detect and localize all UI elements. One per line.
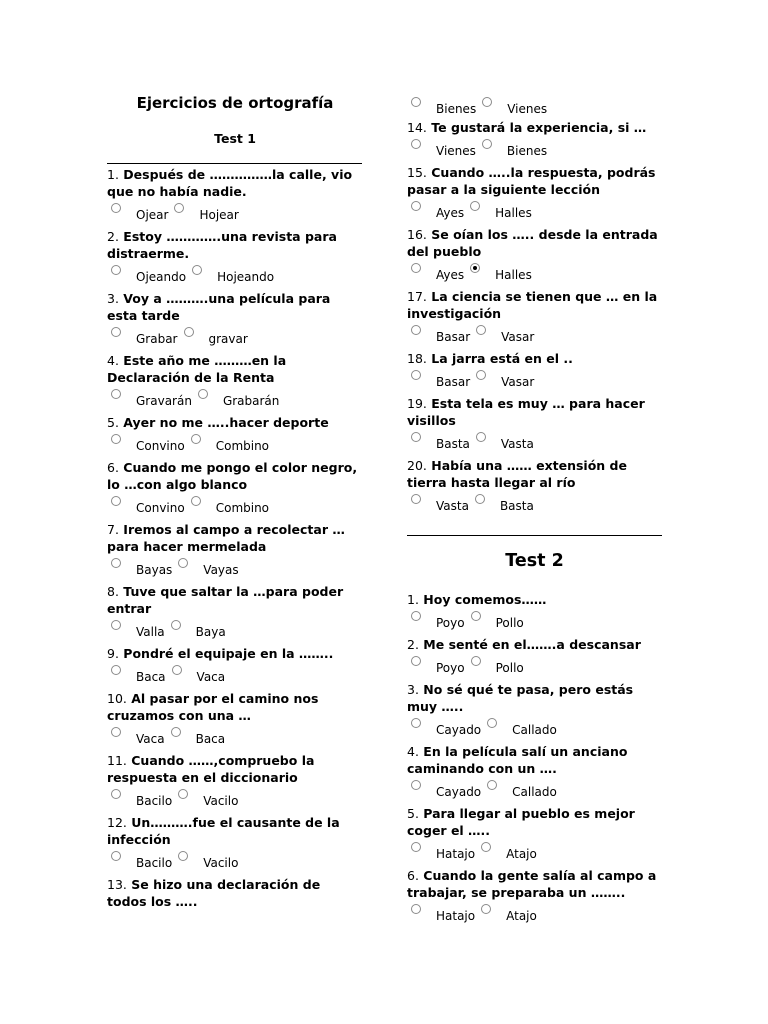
radio-button-ojeando[interactable] bbox=[111, 265, 121, 275]
radio-button-hatajo[interactable] bbox=[411, 904, 421, 914]
question-item bbox=[107, 814, 363, 876]
option-label: Hojeando bbox=[217, 270, 275, 284]
answer-options bbox=[407, 901, 662, 929]
radio-button-vacilo[interactable] bbox=[178, 789, 188, 799]
question-prompt: Para llegar al pueblo es mejor coger el ….. bbox=[407, 806, 635, 838]
option-label: Convino bbox=[136, 439, 185, 453]
option-label: Hatajo bbox=[436, 847, 476, 861]
radio-button-hatajo[interactable] bbox=[411, 842, 421, 852]
question-number: 6. bbox=[407, 868, 419, 883]
question13-options bbox=[407, 94, 662, 122]
radio-button-convino[interactable] bbox=[111, 496, 121, 506]
question-text bbox=[407, 867, 662, 901]
radio-button-atajo[interactable] bbox=[481, 842, 491, 852]
question-prompt: Voy a ……….una película para esta tarde bbox=[107, 291, 331, 323]
radio-button-pollo[interactable] bbox=[471, 656, 481, 666]
question-prompt: Después de ……………la calle, vio que no había nadie. bbox=[107, 167, 353, 199]
radio-button-vasta[interactable] bbox=[476, 432, 486, 442]
question-item bbox=[107, 459, 363, 521]
question-text bbox=[107, 752, 363, 786]
question-number: 1. bbox=[107, 167, 119, 182]
question-text bbox=[407, 681, 662, 715]
answer-options bbox=[407, 367, 662, 395]
option-label: Bienes bbox=[506, 144, 548, 158]
question-prompt: Te gustará la experiencia, si … bbox=[431, 120, 647, 135]
question-text bbox=[107, 521, 363, 555]
question-text bbox=[107, 166, 363, 200]
option-label: Vacilo bbox=[203, 794, 239, 808]
question-prompt: Cuando …..la respuesta, podrás pasar a la siguiente lección bbox=[407, 165, 656, 197]
radio-button-halles[interactable] bbox=[470, 201, 480, 211]
question-prompt: Un……….fue el causante de la infección bbox=[107, 815, 340, 847]
answer-options bbox=[107, 848, 363, 876]
question-prompt: Al pasar por el camino nos cruzamos con una … bbox=[107, 691, 319, 723]
question-item bbox=[407, 288, 662, 350]
radio-button-grabarán[interactable] bbox=[198, 389, 208, 399]
question-item bbox=[407, 350, 662, 395]
question-text bbox=[107, 876, 363, 910]
option-label: Atajo bbox=[506, 847, 537, 861]
option-label: Grabar bbox=[136, 332, 178, 346]
question-number: 6. bbox=[107, 460, 119, 475]
radio-button-baca[interactable] bbox=[111, 665, 121, 675]
question-prompt: Cuando ……,compruebo la respuesta en el diccionario bbox=[107, 753, 315, 785]
option-label: Convino bbox=[136, 501, 185, 515]
radio-button-atajo[interactable] bbox=[481, 904, 491, 914]
question-item bbox=[107, 352, 363, 414]
question-number: 2. bbox=[407, 637, 419, 652]
radio-button-ojear[interactable] bbox=[111, 203, 121, 213]
question-text bbox=[107, 814, 363, 848]
radio-button-cayado[interactable] bbox=[411, 718, 421, 728]
question-number: 18. bbox=[407, 351, 427, 366]
radio-button-bacilo[interactable] bbox=[111, 851, 121, 861]
test1-divider bbox=[107, 163, 362, 164]
test1-end-divider bbox=[407, 535, 662, 536]
option-label: Gravarán bbox=[136, 394, 192, 408]
radio-button-combino[interactable] bbox=[191, 434, 201, 444]
question-number: 3. bbox=[107, 291, 119, 306]
option-label: Pollo bbox=[495, 661, 524, 675]
question-prompt: Tuve que saltar la …para poder entrar bbox=[107, 584, 344, 616]
answer-options bbox=[107, 555, 363, 583]
question-prompt: Hoy comemos…… bbox=[423, 592, 547, 607]
radio-button-basta[interactable] bbox=[475, 494, 485, 504]
question-number: 16. bbox=[407, 227, 427, 242]
question-prompt: Iremos al campo a recolectar … para hacer mermelada bbox=[107, 522, 345, 554]
question-text bbox=[407, 119, 662, 136]
option-label: Baca bbox=[195, 732, 226, 746]
option-label: Callado bbox=[512, 785, 557, 799]
question-number: 12. bbox=[107, 815, 127, 830]
question-text bbox=[407, 395, 662, 429]
radio-button-bienes[interactable] bbox=[482, 139, 492, 149]
answer-options bbox=[407, 198, 662, 226]
answer-options bbox=[107, 431, 363, 459]
test1-question-list-left bbox=[107, 166, 363, 910]
question-item bbox=[407, 805, 662, 867]
option-label: Halles bbox=[495, 206, 532, 220]
question-text bbox=[107, 645, 363, 662]
question-prompt: No sé qué te pasa, pero estás muy ….. bbox=[407, 682, 634, 714]
option-label: Ojeando bbox=[136, 270, 187, 284]
question-prompt: La ciencia se tienen que … en la investigación bbox=[407, 289, 658, 321]
question-text bbox=[107, 352, 363, 386]
question-item bbox=[107, 228, 363, 290]
document-title: Ejercicios de ortografía bbox=[136, 94, 334, 112]
question-number: 5. bbox=[407, 806, 419, 821]
option-label: Halles bbox=[495, 268, 532, 282]
radio-button-vayas[interactable] bbox=[178, 558, 188, 568]
question-prompt: Cuando la gente salía al campo a trabajar, se preparaba un …….. bbox=[407, 868, 657, 900]
answer-options bbox=[107, 200, 363, 228]
question-text bbox=[107, 290, 363, 324]
radio-button-vaca[interactable] bbox=[111, 727, 121, 737]
question-number: 1. bbox=[407, 592, 419, 607]
answer-options bbox=[407, 777, 662, 805]
option-label: Callado bbox=[512, 723, 557, 737]
option-label: Grabarán bbox=[222, 394, 280, 408]
radio-button-basta[interactable] bbox=[411, 432, 421, 442]
question-text bbox=[407, 743, 662, 777]
question-number: 11. bbox=[107, 753, 127, 768]
radio-button-vasta[interactable] bbox=[411, 494, 421, 504]
option-label: Basta bbox=[436, 437, 470, 451]
option-label: Vaca bbox=[136, 732, 165, 746]
option-label: Basta bbox=[499, 499, 534, 513]
radio-button-ayes[interactable] bbox=[411, 201, 421, 211]
question-number: 9. bbox=[107, 646, 119, 661]
radio-button-halles[interactable] bbox=[470, 263, 480, 273]
radio-button-convino[interactable] bbox=[111, 434, 121, 444]
radio-button-valla[interactable] bbox=[111, 620, 121, 630]
question-item bbox=[107, 645, 363, 690]
option-label: Vayas bbox=[203, 563, 239, 577]
option-label: Poyo bbox=[436, 616, 465, 630]
question-item bbox=[407, 164, 662, 226]
option-label: gravar bbox=[208, 332, 248, 346]
radio-button-cayado[interactable] bbox=[411, 780, 421, 790]
question-item bbox=[407, 743, 662, 805]
radio-button-hojeando[interactable] bbox=[192, 265, 202, 275]
question-prompt: En la película salí un anciano caminando con un …. bbox=[407, 744, 628, 776]
answer-options bbox=[407, 136, 662, 164]
answer-options bbox=[407, 429, 662, 457]
radio-button-callado[interactable] bbox=[487, 718, 497, 728]
option-label: Hojear bbox=[199, 208, 239, 222]
question-text bbox=[407, 591, 662, 608]
answer-options bbox=[407, 715, 662, 743]
answer-options bbox=[407, 608, 662, 636]
test2-title: Test 2 bbox=[505, 551, 564, 571]
question-text bbox=[107, 459, 363, 493]
question-prompt: Había una …… extensión de tierra hasta llegar al río bbox=[407, 458, 627, 490]
option-label: Atajo bbox=[506, 909, 537, 923]
question-item bbox=[107, 521, 363, 583]
option-label: Bienes bbox=[436, 102, 477, 116]
question-text bbox=[107, 228, 363, 262]
question-prompt: Estoy ………….una revista para distraerme. bbox=[107, 229, 337, 261]
question-item bbox=[407, 636, 662, 681]
option-label: Baya bbox=[195, 625, 226, 639]
question-prompt: Me senté en el…….a descansar bbox=[423, 637, 641, 652]
question-number: 5. bbox=[107, 415, 119, 430]
question-item bbox=[407, 119, 662, 164]
option-label: Poyo bbox=[436, 661, 465, 675]
test2-question-list bbox=[407, 591, 662, 929]
option-label: Vasar bbox=[501, 375, 535, 389]
question-number: 2. bbox=[107, 229, 119, 244]
question-text bbox=[407, 457, 662, 491]
question-number: 17. bbox=[407, 289, 427, 304]
question-text bbox=[407, 288, 662, 322]
question-number: 3. bbox=[407, 682, 419, 697]
option-label: Vasta bbox=[436, 499, 469, 513]
option-label: Bacilo bbox=[136, 794, 173, 808]
radio-button-vaca[interactable] bbox=[172, 665, 182, 675]
option-label: Bacilo bbox=[136, 856, 173, 870]
answer-options bbox=[107, 493, 363, 521]
question-prompt: Esta tela es muy … para hacer visillos bbox=[407, 396, 645, 428]
radio-button-vienes[interactable] bbox=[411, 139, 421, 149]
option-label: Vasta bbox=[500, 437, 534, 451]
question-prompt: Cuando me pongo el color negro, lo …con algo blanco bbox=[107, 460, 358, 492]
question-item bbox=[407, 395, 662, 457]
answer-options bbox=[107, 617, 363, 645]
question-number: 4. bbox=[107, 353, 119, 368]
option-label: Basar bbox=[436, 330, 471, 344]
radio-button-poyo[interactable] bbox=[411, 611, 421, 621]
answer-options bbox=[407, 322, 662, 350]
question-prompt: Se oían los ….. desde la entrada del pueblo bbox=[407, 227, 658, 259]
question-item bbox=[407, 867, 662, 929]
question-text bbox=[407, 226, 662, 260]
question-item bbox=[407, 457, 662, 519]
question-item bbox=[107, 166, 363, 228]
radio-button-vienes[interactable] bbox=[482, 97, 492, 107]
option-label: Baca bbox=[136, 670, 166, 684]
option-label: Vaca bbox=[196, 670, 226, 684]
question-number: 15. bbox=[407, 165, 427, 180]
question-number: 8. bbox=[107, 584, 119, 599]
question-prompt: Se hizo una declaración de todos los ….. bbox=[107, 877, 321, 909]
question-item bbox=[107, 414, 363, 459]
question-item bbox=[107, 690, 363, 752]
answer-options bbox=[107, 262, 363, 290]
question-item bbox=[107, 583, 363, 645]
question-prompt: Pondré el equipaje en la …….. bbox=[123, 646, 334, 661]
radio-button-basar[interactable] bbox=[411, 370, 421, 380]
radio-button-callado[interactable] bbox=[487, 780, 497, 790]
question-item bbox=[407, 591, 662, 636]
question-item bbox=[407, 226, 662, 288]
question-item bbox=[407, 681, 662, 743]
option-label: Hatajo bbox=[436, 909, 476, 923]
radio-button-vasar[interactable] bbox=[476, 370, 486, 380]
option-label: Vienes bbox=[436, 144, 476, 158]
answer-options bbox=[107, 662, 363, 690]
radio-button-ayes[interactable] bbox=[411, 263, 421, 273]
question-prompt: Ayer no me …..hacer deporte bbox=[123, 415, 329, 430]
question-number: 10. bbox=[107, 691, 127, 706]
option-label: Ayes bbox=[436, 268, 465, 282]
option-label: Combino bbox=[215, 439, 270, 453]
radio-button-gravarán[interactable] bbox=[111, 389, 121, 399]
option-label: Bayas bbox=[136, 563, 173, 577]
radio-button-hojear[interactable] bbox=[174, 203, 184, 213]
option-label: Ojear bbox=[136, 208, 169, 222]
option-label: Basar bbox=[436, 375, 471, 389]
option-label: Vacilo bbox=[203, 856, 239, 870]
question-text bbox=[107, 690, 363, 724]
radio-button-bayas[interactable] bbox=[111, 558, 121, 568]
radio-button-poyo[interactable] bbox=[411, 656, 421, 666]
option-label: Vasar bbox=[501, 330, 535, 344]
radio-button-bacilo[interactable] bbox=[111, 789, 121, 799]
test1-title: Test 1 bbox=[214, 131, 256, 146]
radio-button-grabar[interactable] bbox=[111, 327, 121, 337]
question-text bbox=[407, 350, 662, 367]
option-label: Ayes bbox=[436, 206, 465, 220]
answer-options bbox=[107, 386, 363, 414]
answer-options bbox=[107, 786, 363, 814]
question-prompt: La jarra está en el .. bbox=[431, 351, 573, 366]
question-number: 4. bbox=[407, 744, 419, 759]
answer-options bbox=[407, 839, 662, 867]
option-label: Pollo bbox=[495, 616, 524, 630]
radio-button-vasar[interactable] bbox=[476, 325, 486, 335]
option-label: Cayado bbox=[436, 785, 482, 799]
question-item bbox=[107, 876, 363, 910]
radio-button-bienes[interactable] bbox=[411, 97, 421, 107]
radio-button-baca[interactable] bbox=[171, 727, 181, 737]
radio-button-pollo[interactable] bbox=[471, 611, 481, 621]
radio-button-vacilo[interactable] bbox=[178, 851, 188, 861]
question-text bbox=[107, 414, 363, 431]
question-prompt: Este año me ………en la Declaración de la Renta bbox=[107, 353, 287, 385]
radio-button-gravar[interactable] bbox=[184, 327, 194, 337]
radio-button-combino[interactable] bbox=[191, 496, 201, 506]
answer-options bbox=[107, 324, 363, 352]
question-number: 7. bbox=[107, 522, 119, 537]
answer-options bbox=[107, 724, 363, 752]
question-text bbox=[407, 164, 662, 198]
option-label: Valla bbox=[136, 625, 165, 639]
radio-button-baya[interactable] bbox=[171, 620, 181, 630]
question-number: 19. bbox=[407, 396, 427, 411]
question-item bbox=[107, 290, 363, 352]
answer-options bbox=[407, 260, 662, 288]
question-item bbox=[107, 752, 363, 814]
option-label: Vienes bbox=[507, 102, 548, 116]
answer-options bbox=[407, 653, 662, 681]
answer-options bbox=[407, 491, 662, 519]
question-text bbox=[107, 583, 363, 617]
answer-options bbox=[407, 94, 662, 122]
question-text bbox=[407, 805, 662, 839]
test1-question-list-right bbox=[407, 119, 662, 519]
question-number: 20. bbox=[407, 458, 427, 473]
question-text bbox=[407, 636, 662, 653]
radio-button-basar[interactable] bbox=[411, 325, 421, 335]
question-number: 14. bbox=[407, 120, 427, 135]
question-number: 13. bbox=[107, 877, 127, 892]
option-label: Cayado bbox=[436, 723, 482, 737]
option-label: Combino bbox=[215, 501, 270, 515]
